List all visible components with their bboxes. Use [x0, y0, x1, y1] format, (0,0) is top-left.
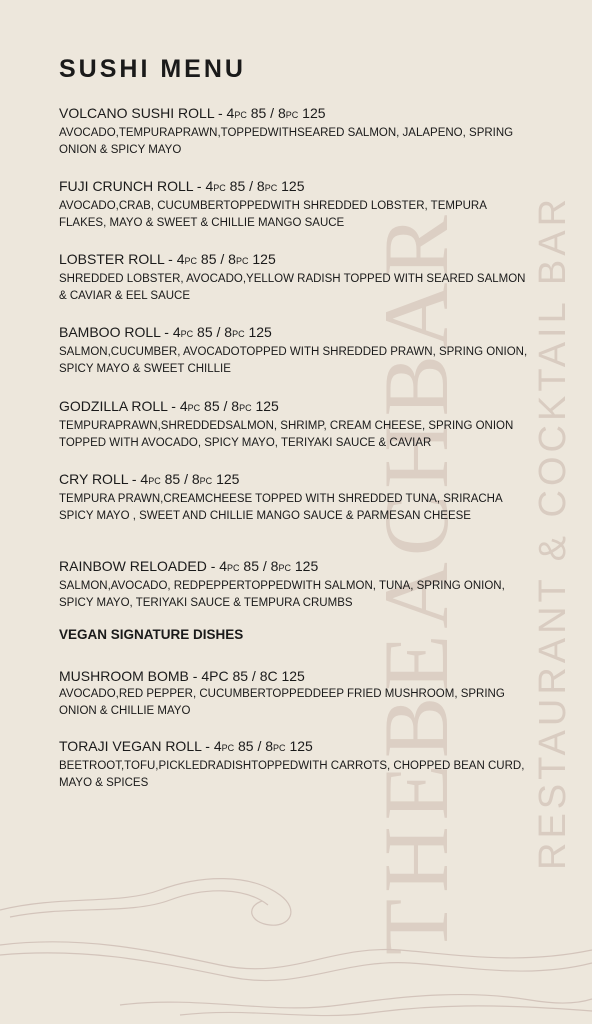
item-price-small: 85 / 8: [200, 398, 240, 414]
item-name: GODZILLA ROLL - 4: [59, 398, 188, 414]
item-description: AVOCADO,TEMPURAPRAWN,TOPPEDWITHSEARED SALMON, JALAPENO, SPRING ONION & SPICY MAYO: [59, 127, 514, 156]
pc-label: PC: [148, 476, 161, 486]
item-heading: [59, 323, 529, 343]
item-price-small: 85 / 8: [239, 558, 279, 574]
pc-label: PC: [213, 183, 226, 193]
item-price-large: 125: [251, 398, 279, 414]
pc-label: PC: [264, 183, 278, 193]
item-description: TEMPURAPRAWN,SHREDDEDSALMON, SHRIMP, CREAM CHEESE, SPRING ONION TOPPED WITH AVOCADO, SPICY MAYO, TERIYAKI SAUCE & CAVIAR: [59, 420, 514, 449]
item-heading: [59, 397, 529, 417]
item-name: CRY ROLL - 4: [59, 471, 149, 487]
menu-item-cry: [59, 470, 529, 525]
pc-label: PC: [184, 256, 198, 266]
item-price-large: 125: [277, 178, 305, 194]
item-name: BAMBOO ROLL - 4: [59, 324, 181, 340]
pc-label: PC: [227, 563, 240, 573]
brand-watermark: THEBEACHBAR: [365, 209, 467, 955]
pc-label: PC: [232, 329, 245, 339]
item-price-small: 85 / 8: [234, 738, 274, 754]
item-description: SHREDDED LOBSTER, AVOCADO,YELLOW RADISH TOPPED WITH SEARED SALMON & CAVIAR & EEL SAUCE: [59, 273, 526, 302]
item-price-large: 125: [248, 251, 276, 267]
pc-label: PC: [235, 256, 249, 266]
item-description: SALMON,AVOCADO, REDPEPPERTOPPEDWITH SALMON, TUNA, SPRING ONION, SPICY MAYO, TERIYAKI SAUCE & TEMPURA CRUMBS: [59, 580, 505, 609]
item-description: SALMON,CUCUMBER, AVOCADOTOPPED WITH SHREDDED PRAWN, SPRING ONION, SPICY MAYO & SWEET CHILLIE: [59, 346, 528, 375]
pc-label: PC: [187, 403, 201, 413]
vegan-section-heading: VEGAN SIGNATURE DISHES: [59, 627, 244, 642]
brand-subtitle-watermark: RESTAURANT & COCKTAIL BAR: [532, 194, 574, 870]
menu-item-rainbow-reloaded: [59, 557, 529, 612]
item-description: BEETROOT,TOFU,PICKLEDRADISHTOPPEDWITH CARROTS, CHOPPED BEAN CURD, MAYO & SPICES: [59, 760, 525, 789]
item-price-large: 125: [244, 324, 272, 340]
menu-item-bamboo: [59, 323, 529, 378]
item-name: TORAJI VEGAN ROLL - 4: [59, 738, 222, 754]
item-price-small: 85 / 8: [246, 105, 286, 121]
item-heading: [59, 470, 529, 490]
item-description: AVOCADO,RED PEPPER, CUCUMBERTOPPEDDEEP FRIED MUSHROOM, SPRING ONION & CHILLIE MAYO: [59, 688, 505, 717]
wave-decoration: [0, 855, 592, 1024]
pc-label: PC: [285, 110, 299, 120]
item-price-large: 125: [290, 558, 319, 574]
pc-label: PC: [273, 743, 286, 753]
item-name: VOLCANO SUSHI ROLL - 4: [59, 105, 235, 121]
item-price-large: 125: [298, 105, 326, 121]
item-description: TEMPURA PRAWN,CREAMCHEESE TOPPED WITH SHREDDED TUNA, SRIRACHA SPICY MAYO , SWEET AND CHILLIE MANGO SAUCE & PARMESAN CHEESE: [59, 493, 503, 522]
item-price-small: 85 / 8: [160, 471, 200, 487]
pc-label: PC: [180, 329, 194, 339]
item-price-large: 125: [285, 738, 313, 754]
menu-item-volcano: [59, 104, 529, 159]
item-heading: MUSHROOM BOMB - 4PC 85 / 8C 125: [59, 668, 305, 684]
item-heading: [59, 737, 529, 757]
item-name: LOBSTER ROLL - 4: [59, 251, 185, 267]
item-price-small: 85 / 8: [197, 251, 236, 267]
item-price-large: 125: [212, 471, 240, 487]
item-heading: [59, 104, 529, 124]
item-name: RAINBOW RELOADED - 4: [59, 558, 228, 574]
menu-item-toraji-vegan: [59, 737, 529, 792]
pc-label: PC: [234, 110, 247, 120]
menu-item-lobster: [59, 250, 529, 305]
item-name: FUJI CRUNCH ROLL - 4: [59, 178, 214, 194]
item-heading: [59, 250, 529, 270]
item-description: AVOCADO,CRAB, CUCUMBERTOPPEDWITH SHREDDED LOBSTER, TEMPURA FLAKES, MAYO & SWEET & CHILLIE MANGO SAUCE: [59, 200, 487, 229]
item-price-small: 85 / 8: [193, 324, 233, 340]
item-price-small: 85 / 8: [225, 178, 265, 194]
menu-item-godzilla: [59, 397, 529, 452]
menu-title: SUSHI MENU: [59, 55, 246, 83]
pc-label: PC: [199, 476, 213, 486]
menu-item-mushroom-bomb: [59, 667, 529, 720]
item-heading: [59, 177, 529, 197]
item-heading: [59, 557, 529, 577]
pc-label: PC: [221, 743, 235, 753]
menu-item-fuji-crunch: [59, 177, 529, 232]
pc-label: PC: [278, 563, 291, 573]
pc-label: PC: [239, 403, 252, 413]
